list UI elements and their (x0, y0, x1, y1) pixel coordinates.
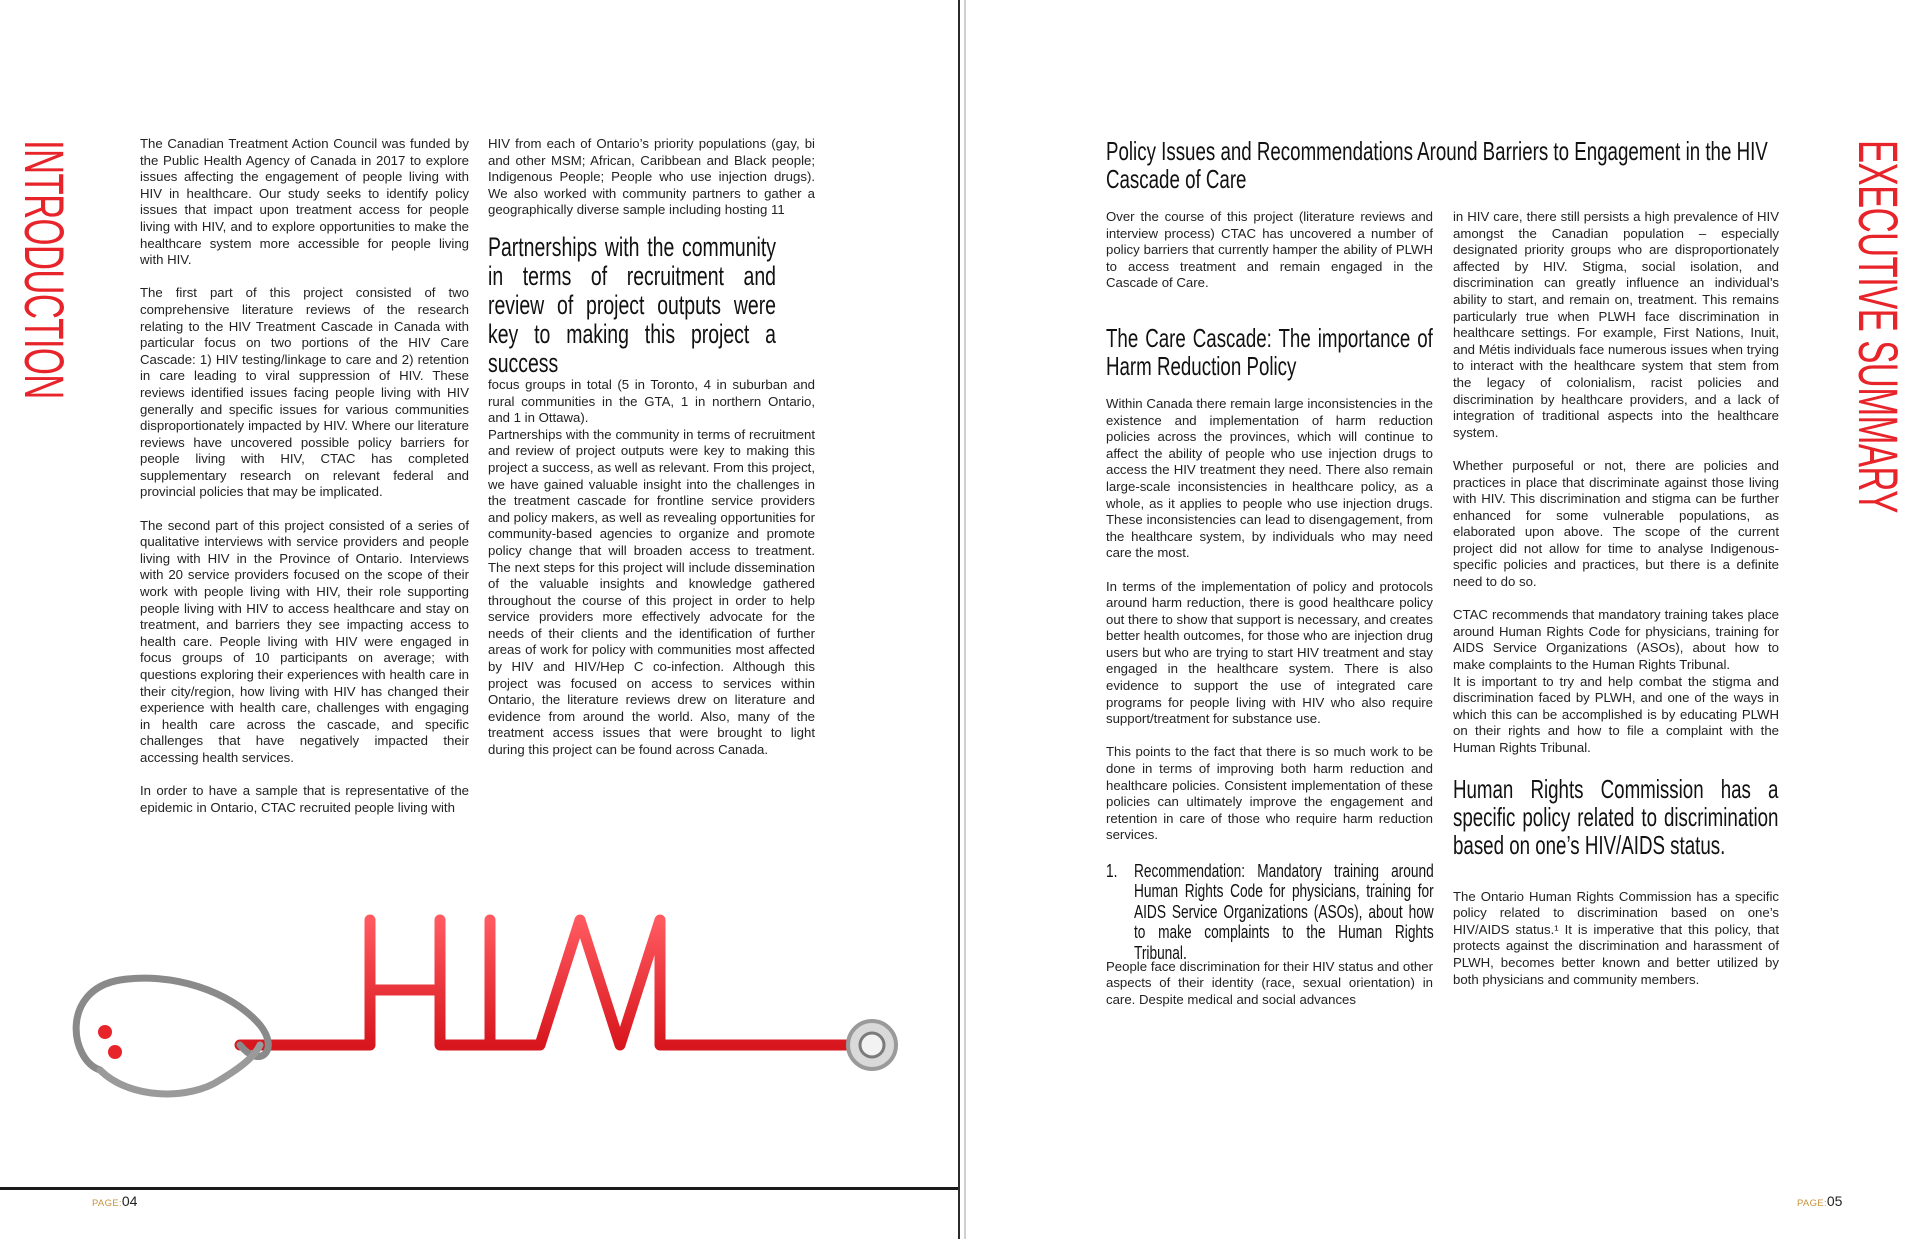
section-title-executive-summary: EXECUTIVE SUMMARY (1847, 140, 1910, 513)
page-number-left: PAGE:04 (92, 1193, 138, 1209)
intro-paragraph-1: The Canadian Treatment Action Council was funded by the Public Health Agency of Canada in 2017 to explore issues affecting the engagement of people living with HIV in healthcare. Our study seeks to identify policy issues that impact upon treatment access for people living with HIV, and to explore opportunities to make the healthcare system more accessible for people living with HIV. (140, 136, 469, 268)
exec-col2-paragraph-3: CTAC recommends that mandatory training takes place around Human Rights Code for physicians, training for AIDS Service Organizations (ASOs), about how to make complaints to the Human Rights Tribunal. (1453, 607, 1779, 673)
recommendation-text: Recommendation: Mandatory training around Human Rights Code for physicians, training for AIDS Service Organizations (ASOs), about how to make complaints to the Human Rights Tribunal. (1134, 859, 1434, 963)
footer-rule (0, 1187, 958, 1190)
care-cascade-heading: The Care Cascade: The importance of Harm Reduction Policy (1106, 322, 1433, 381)
main-heading: Policy Issues and Recommendations Around Barriers to Engagement in the HIV Cascade of Care (1106, 136, 1768, 194)
exec-col2-paragraph-1: in HIV care, there still persists a high prevalence of HIV amongst the Canadian population – especially designated priority groups who are disproportionately affected by HIV. Stigma, social isolation, and discrimination can greatly influence an individual’s ability to start, and remain on, treatment. This remains particularly true when PLWH face discrimination in healthcare settings. For example, First Nations, Inuit, and Métis individuals face numerous issues when trying to interact with the healthcare system that stem from the legacy of colonialism, racist policies and discrimination by healthcare providers, and a lack of integration of traditional aspects into the healthcare system. (1453, 209, 1779, 440)
human-rights-heading: Human Rights Commission has a specific policy related to discrimination based on one’s HIV/AIDS status. (1453, 773, 1779, 860)
exec-paragraph-3: This points to the fact that there is so much work to be done in terms of improving both harm reduction and healthcare policies. Consistent implementation of these policies can ultimately improve the engagement and retention in care of those who require harm reduction services. (1106, 744, 1433, 843)
pull-quote-wrap (488, 231, 815, 378)
recommendation-number: 1. (1106, 859, 1118, 881)
exec-intro-paragraph: Over the course of this project (literature reviews and interview process) CTAC has uncovered a number of policy barriers that currently hamper the ability of PLWH to access treatment and remain engaged in the Cascade of Care. (1106, 209, 1433, 291)
intro-paragraph-3: The second part of this project consisted of a series of qualitative interviews with service providers and people living with HIV in the Province of Ontario. Interviews with 20 service providers focused on the scope of their work with people living with HIV, their role supporting people living with HIV to access healthcare and stay on treatment, and barriers they see impacting access to health care. People living with HIV were engaged in focus groups of 10 participants on average; with questions exploring their experiences with health care in their city/region, how living with HIV has changed their experience with health care, challenges with engaging in health care across the cascade, and specific challenges that have negatively impacted their accessing health services. (140, 517, 469, 765)
main-heading-wrap (1106, 137, 1806, 193)
exec-col2-paragraph-2: Whether purposeful or not, there are policies and practices in place that discriminate against those living with HIV. This discrimination and stigma can be further enhanced for some vulnerable populations, as elaborated upon above. The scope of the current project did not allow for time to analyse Indigenous-specific policies and practices, but there is a definite need to do so. (1453, 457, 1779, 590)
intro-col2-paragraph-b: Partnerships with the community in terms of recruitment and review of project outputs were key to making this project a success, as well as relevant. From this project, we have gained valuable insight into the challenges in the treatment cascade for frontline service providers and policy makers, as well as revealing opportunities for community-based agencies to organize and promote policy change that will broaden access to treatment. The next steps for this project will include dissemination of the valuable insights and knowledge gathered throughout the course of this project in order to help service providers more effectively advocate for the needs of their clients and the identification of further areas of work for policy with communities most affected by HIV and HIV/Hep C co-infection. Although this project was focused on access to services within Ontario, the literature reviews drew on literature and evidence from around the world. Also, many of the treatment access issues that were brought to light during this project can be found across Canada. (488, 426, 815, 758)
book-spine (958, 0, 966, 1239)
intro-paragraph-4: In order to have a sample that is representative of the epidemic in Ontario, CTAC recruited people living with (140, 783, 469, 815)
section-title-introduction: INTRODUCTION (13, 140, 76, 399)
exec-col2-paragraph-5: The Ontario Human Rights Commission has a specific policy related to discrimination based on one’s HIV/AIDS status.¹ It is imperative that this policy, that protects against the discrimination and harassment of PLWH, becomes better known and better utilized by both physicians and community members. (1453, 888, 1779, 987)
exec-paragraph-4: People face discrimination for their HIV status and other aspects of their identity (race, sexual orientation) in care. Despite medical and social advances (1106, 958, 1433, 1007)
exec-column-2 (1453, 209, 1779, 1005)
hiv-stethoscope-illustration (60, 860, 950, 1140)
hiv-text: HIV (460, 1020, 462, 1021)
left-page (0, 0, 958, 1239)
hr-heading-wrap (1453, 775, 1779, 867)
exec-paragraph-2: In terms of the implementation of policy and protocols around harm reduction, there is good healthcare policy out there to show that support is necessary, and creates better health outcomes, for those who are injection drug users but who are trying to start HIV treatment and stay engaged in the healthcare system. There is also evidence to support the use of integrated care programs for people living with HIV who also require support/treatment for substance use. (1106, 578, 1433, 727)
intro-paragraph-2: The first part of this project consisted of two comprehensive literature reviews of the research relating to the HIV Treatment Cascade in Canada with particular focus on two portions of the HIV Care Cascade: 1) HIV testing/linkage to care and 2) retention in care leading to viral suppression of HIV. These reviews identified issues facing people living with HIV generally and specific issues for various communities disproportionately impacted by HIV. Where our literature reviews have uncovered possible policy barriers for people living with HIV, CTAC has completed supplementary research on relevant federal and provincial policies that may be implicated. (140, 285, 469, 500)
stethoscope-tube (240, 920, 850, 1045)
intro-column-1 (140, 136, 469, 816)
pull-quote: Partnerships with the community in terms of recruitment and review of project outputs were key to making this project a success (488, 231, 776, 378)
exec-paragraph-1: Within Canada there remain large inconsistencies in the existence and implementation of harm reduction policies across the provinces, which will continue to affect the ability of people who use injection drugs to access the HIV treatment they need. There also remain large-scale inconsistencies in healthcare policy, as a whole, as it applies to people who use injection drugs. These inconsistencies can lead to disengagement, from the healthcare system, by individuals who may need care the most. (1106, 395, 1433, 561)
stethoscope-earpiece (76, 978, 268, 1070)
recommendation-1 (1106, 859, 1434, 963)
care-heading-wrap (1106, 324, 1433, 386)
page-number-right: PAGE:05 (1797, 1193, 1843, 1209)
intro-col2-paragraph-a: focus groups in total (5 in Toronto, 4 in suburban and rural communities in the GTA, 1 in northern Ontario, and 1 in Ottawa). (488, 376, 815, 426)
exec-column-1 (1106, 209, 1433, 1008)
intro-column-2 (488, 136, 815, 775)
right-page (966, 0, 1920, 1239)
exec-col2-paragraph-4: It is important to try and help combat the stigma and discrimination faced by PLWH, and one of the ways in which this can be accomplished is by educating PLWH on their rights and how to file a complaint with the Human Rights Tribunal. (1453, 673, 1779, 755)
intro-col2-paragraph-top: HIV from each of Ontario’s priority populations (gay, bi and other MSM; African, Caribbean and Black people; Indigenous People; People who use injection drugs). We also worked with community partners to gather a geographically diverse sample including hosting 11 (488, 136, 815, 218)
